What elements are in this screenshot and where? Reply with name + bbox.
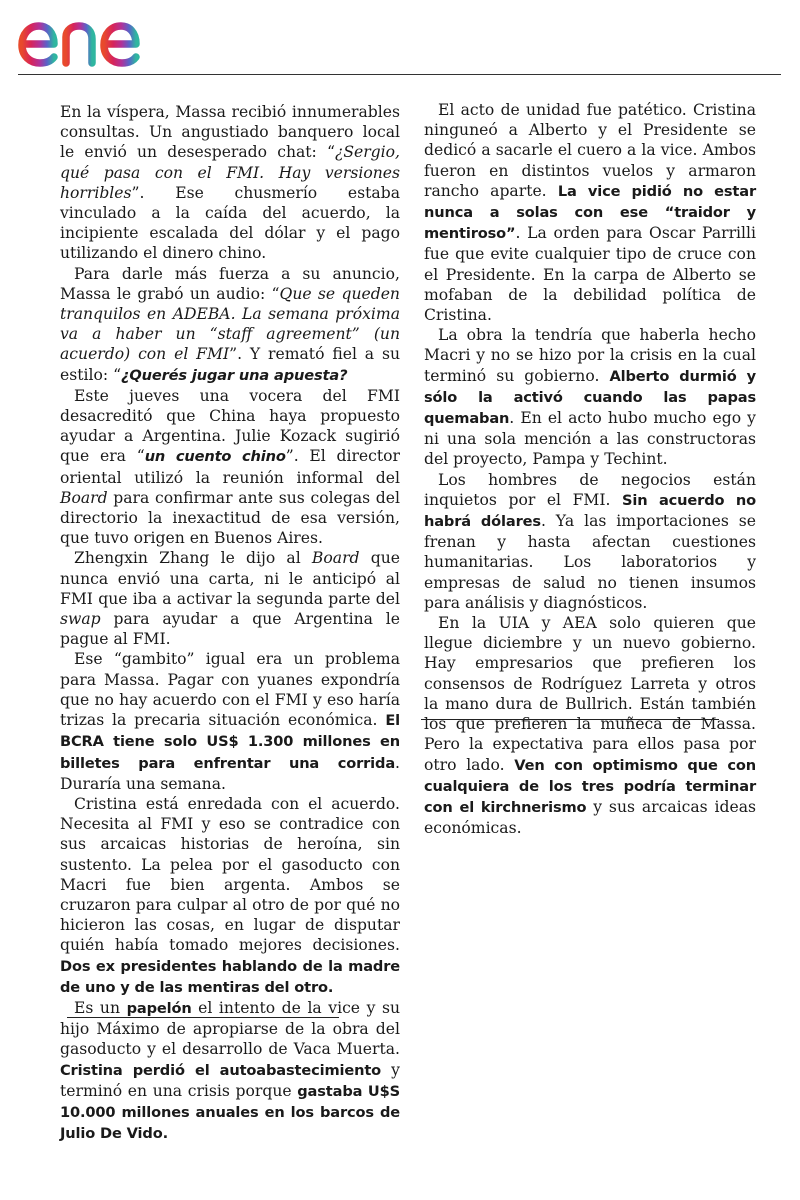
body-text: . Ya las importaciones se frenan y hasta afectan cuestiones humanitarias. Los laboratorios y empresas de salud no tienen insumos para análisis y diagnósticos. (424, 512, 757, 612)
body-text: Cristina está enredada con el acuerdo. Necesita al FMI y eso se contradice con sus arcaicas historias de heroína, sin sustento. La pelea por el gasoducto con Macri fue bien argenta. Ambos se cruzaron para culpar al otro de por qué no hicieron las cosas, en lugar de disputar quién había tomado mejores decisiones. (60, 794, 400, 955)
body-text: En la víspera, Massa recibió innumerables consultas. Un angustiado banquero local le envió un desesperado chat: “ (60, 103, 400, 162)
body-text: y terminó en una crisis porque (60, 1060, 400, 1100)
article-paragraph (60, 794, 400, 998)
article-column-left (60, 102, 400, 1144)
emphasis-text: gastaba U$S 10.000 millones anuales en los barcos de Julio De Vido. (60, 1082, 400, 1143)
emphasis-text: Sin acuerdo no habrá dólares (424, 491, 757, 531)
emphasis-text: El BCRA tiene solo US$ 1.300 millones en billetes para enfrentar una corrida (60, 712, 400, 772)
body-text: para confirmar ante sus colegas del directorio la inexactitud de esa versión, que tuvo origen en Buenos Aires. (60, 488, 400, 548)
column-end-rule-right (421, 719, 719, 720)
article-column-right (424, 100, 756, 838)
body-text: Ese “gambito” igual era un problema para Massa. Pagar con yuanes expondría que no hay acuerdo con el FMI y eso haría trizas la precaria situación económica. (60, 650, 400, 730)
article-paragraph (424, 613, 756, 838)
emphasis-text: swap (60, 610, 101, 629)
emphasis-text: Board (60, 488, 108, 507)
article-paragraph (60, 998, 400, 1144)
body-text: Zhengxin Zhang le dijo al (74, 549, 312, 568)
body-text: ”. El director oriental utilizó la reunión informal del (60, 447, 400, 487)
article-paragraph (424, 470, 756, 613)
body-text: para ayudar a que Argentina le pague al FMI. (60, 610, 400, 649)
column-end-rule-left (67, 1017, 339, 1018)
body-text: . La orden para Oscar Parrilli fue que evite cualquier tipo de cruce con el Presidente. En la carpa de Alberto se mofaban de la debilidad política de Cristina. (424, 224, 756, 325)
body-text: . En el acto hubo mucho ego y ni una sola mención a las constructoras del proyecto, Pampa y Techint. (424, 409, 756, 469)
body-text: Es un (74, 998, 127, 1017)
emphasis-text: papelón (126, 999, 192, 1017)
body-text: Los hombres de negocios están inquietos por el FMI. (424, 470, 756, 509)
emphasis-text: Ven con optimismo que con cualquiera de los tres podría terminar con el kirchnerismo (424, 756, 756, 816)
body-text: . Duraría una semana. (60, 753, 400, 793)
body-text: el intento de la vice y su hijo Máximo de apropiarse de la obra del gasoducto y el desarrollo de Vaca Muerta. (60, 998, 400, 1059)
body-text: ”. Ese chusmerío estaba vinculado a la caída del acuerdo, la incipiente escalada del dólar y el pago utilizando el dinero chino. (60, 183, 400, 263)
article-paragraph (424, 325, 756, 469)
article-paragraph (60, 264, 400, 386)
emphasis-text: un cuento chino (144, 448, 286, 466)
emphasis-text: ¿Querés jugar una apuesta? (121, 366, 348, 384)
body-text: Para darle más fuerza a su anuncio, Massa le grabó un audio: “ (60, 264, 400, 303)
article-paragraph (60, 386, 400, 549)
emphasis-text: ¿Sergio, qué pasa con el FMI. Hay versiones horribles (60, 143, 400, 202)
header-divider (18, 74, 781, 75)
body-text: y sus arcaicas ideas económicas. (424, 797, 756, 838)
emphasis-text: La vice pidió no estar nunca a solas con ese “traidor y mentiroso” (424, 182, 756, 243)
enel-logo (16, 6, 186, 68)
article-paragraph (60, 649, 400, 793)
emphasis-text: Board (311, 549, 360, 568)
emphasis-text: Alberto durmió y sólo la activó cuando las papas quemaban (424, 367, 756, 428)
article-paragraph (60, 548, 400, 649)
emphasis-text: Cristina perdió el autoabastecimiento (60, 1061, 382, 1079)
body-text: Este jueves una vocera del FMI desacreditó que China haya propuesto ayudar a Argentina. Julie Kozack sugirió que era “ (60, 386, 400, 466)
body-text: que nunca envió una carta, ni le anticipó al FMI que iba a activar la segunda parte del (60, 549, 400, 608)
body-text: En la UIA y AEA solo quieren que llegue diciembre y un nuevo gobierno. Hay empresarios que prefieren los consensos de Rodríguez Larreta y otros la mano dura de Bullrich. Están también los que prefieren la muñeca de Massa. Pero la expectativa para ellos pasa por otro lado. (424, 614, 756, 774)
body-text: ”. Y remató fiel a su estilo: “ (60, 345, 400, 384)
article-paragraph (60, 102, 400, 264)
body-text: El acto de unidad fue patético. Cristina ninguneó a Alberto y el Presidente se dedicó a sacarle el cuero a la vice. Ambos fueron en distintos vuelos y armaron rancho aparte. (424, 101, 756, 200)
emphasis-text: Dos ex presidentes hablando de la madre de uno y de las mentiras del otro. (60, 957, 400, 996)
article-paragraph (424, 100, 756, 325)
body-text: La obra la tendría que haberla hecho Macri y no se hizo por la crisis en la cual terminó su gobierno. (424, 326, 756, 385)
emphasis-text: Que se queden tranquilos en ADEBA. La semana próxima va a haber un “staff agreement” (un acuerdo) con el FMI (60, 284, 400, 364)
page-header (0, 0, 800, 80)
